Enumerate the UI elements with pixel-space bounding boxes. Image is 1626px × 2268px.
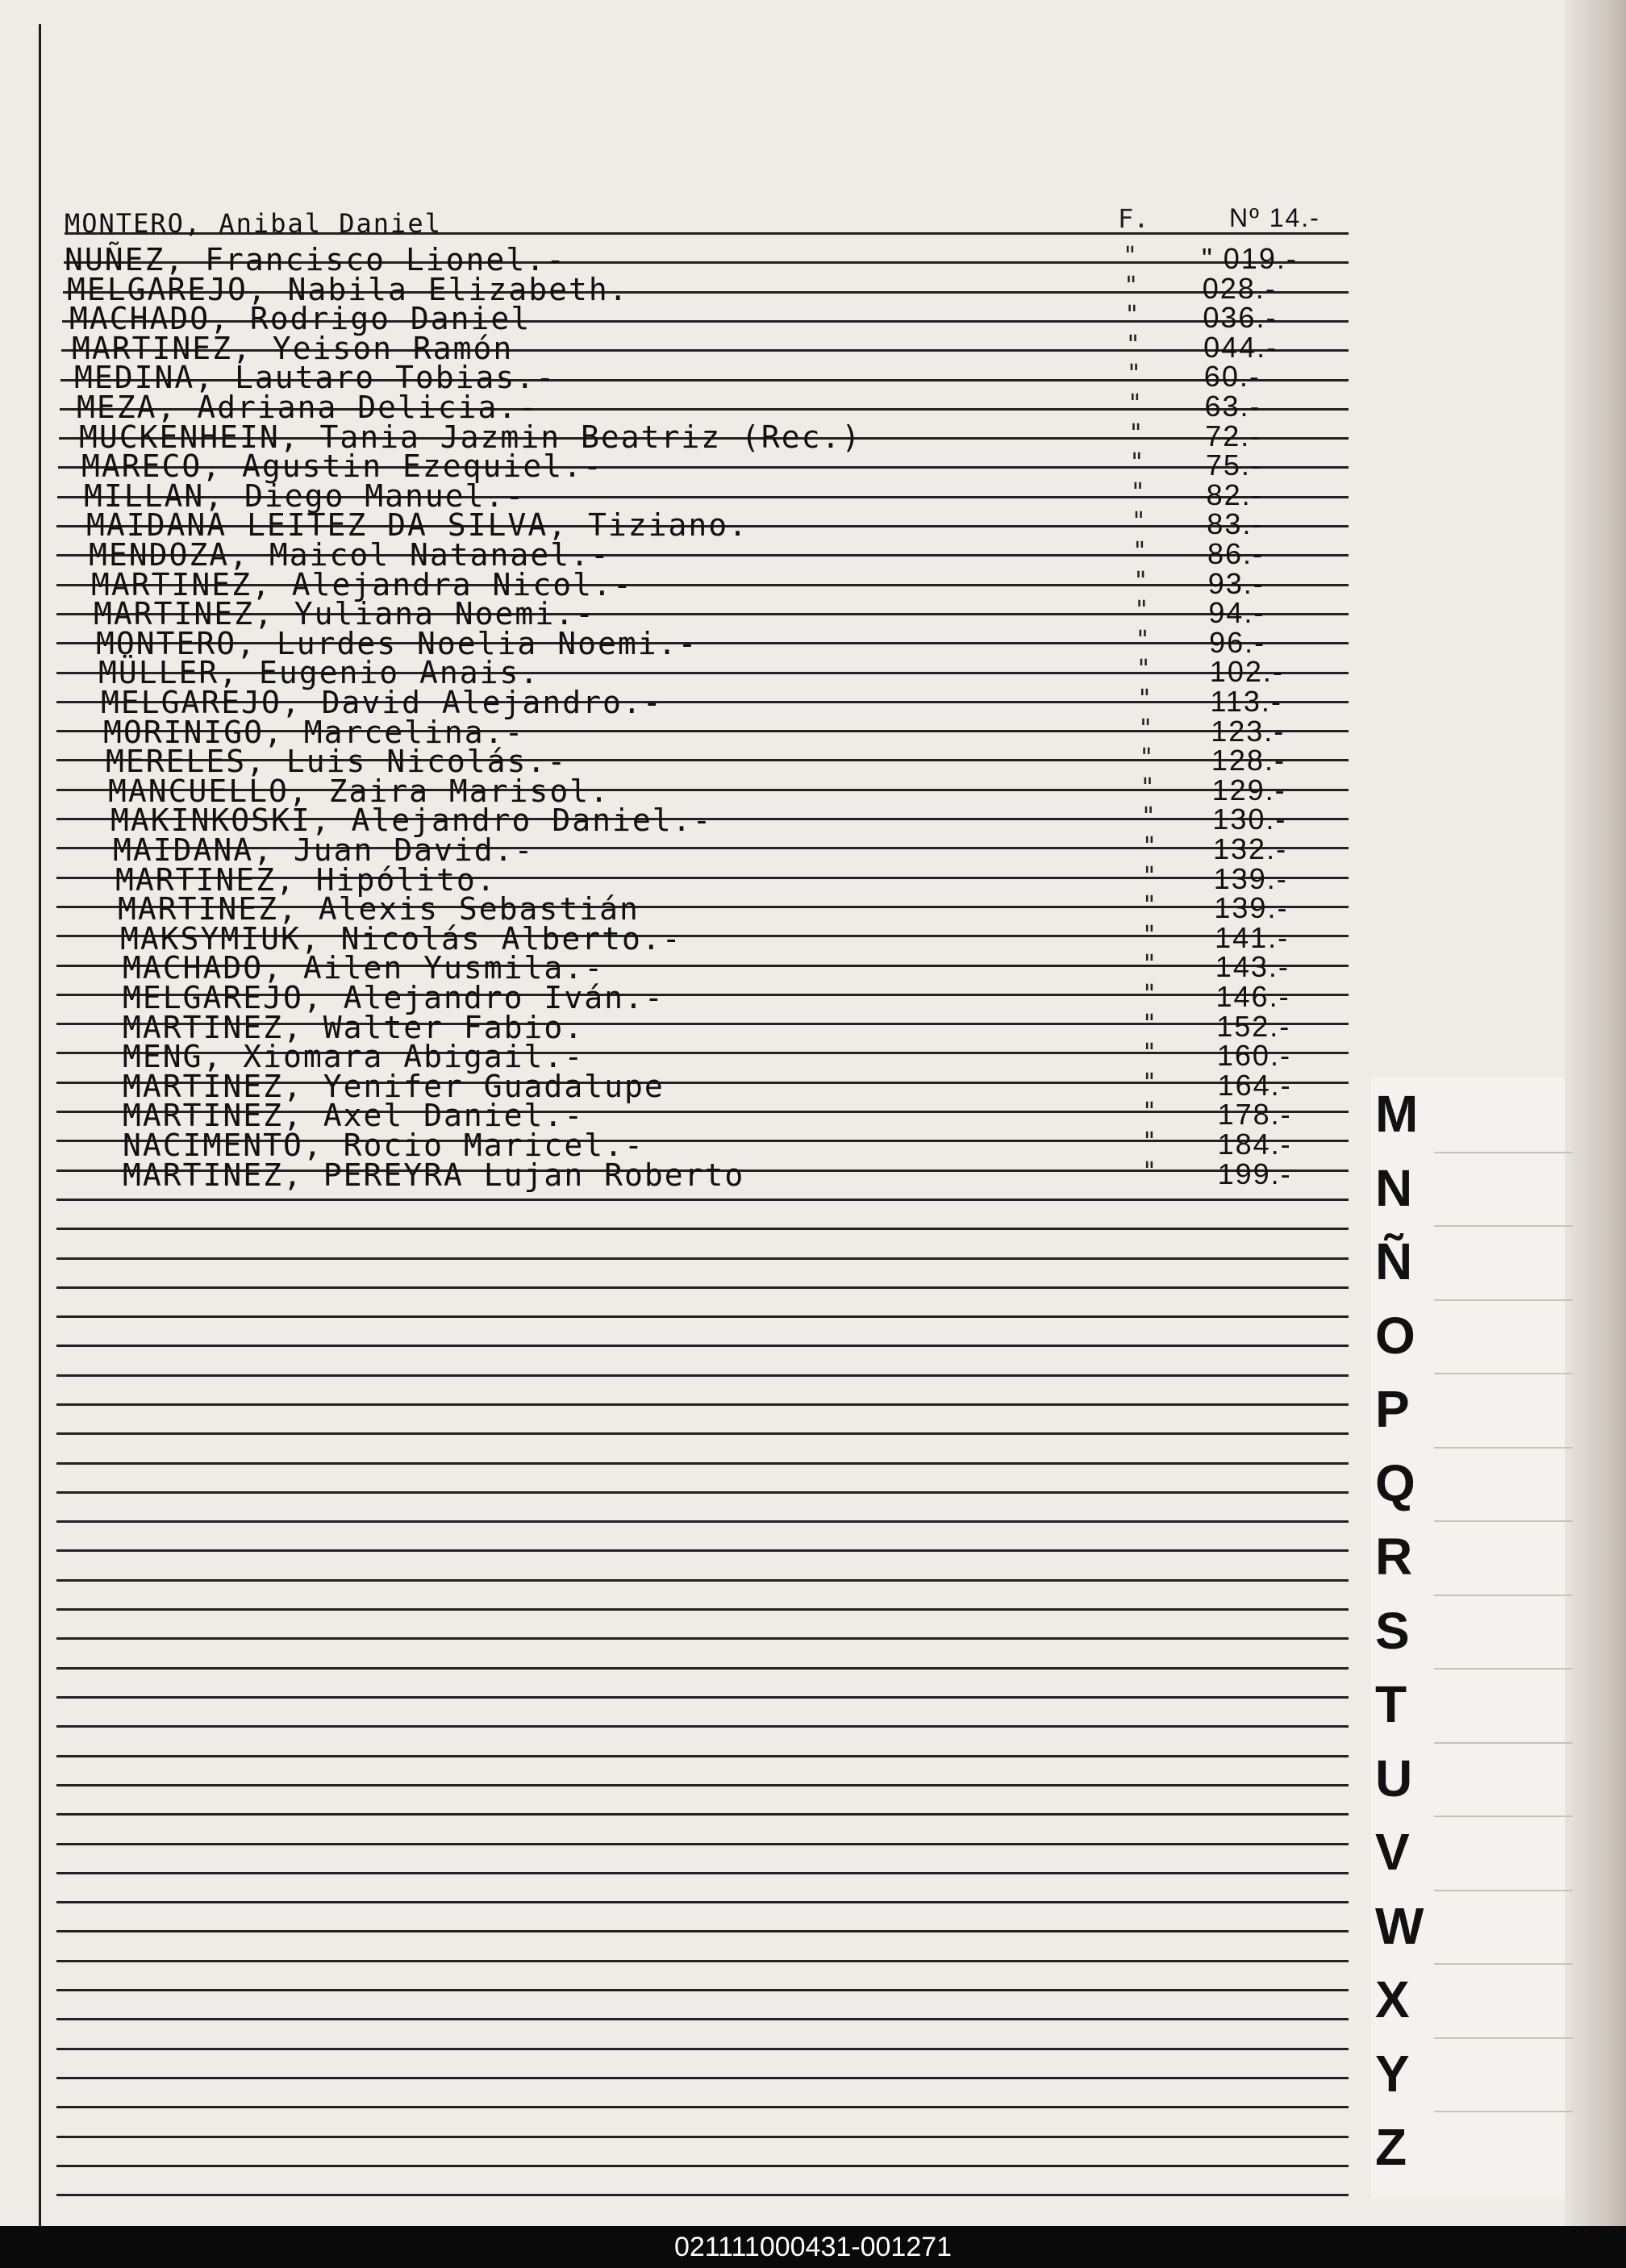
ruled-line	[56, 1286, 1349, 1289]
index-tab[interactable]	[1371, 2037, 1573, 2111]
index-tab-letter: Y	[1375, 2044, 1410, 2103]
entry-f: "	[1142, 980, 1157, 1008]
entry-f: "	[1142, 832, 1157, 861]
index-tab[interactable]	[1371, 1963, 1573, 2037]
entry-number: 83.-	[1207, 507, 1264, 541]
entry-number: 199.-	[1217, 1157, 1292, 1190]
entry-name: MARTINEZ, Axel Daniel.-	[123, 1098, 585, 1134]
entry-f: "	[1126, 360, 1141, 389]
entry-name: MACHADO, Ailen Yusmila.-	[123, 950, 605, 986]
entry-name: MERELES, Luis Nicolás.-	[106, 744, 568, 780]
index-tab[interactable]	[1371, 1520, 1573, 1594]
entry-name: MONTERO, Lurdes Noelia Noemi.-	[96, 625, 698, 661]
entry-name: NACIMENTO, Rocio Maricel.-	[123, 1128, 644, 1163]
entry-number: 72.-	[1205, 419, 1262, 452]
entry-f: "	[1142, 950, 1157, 979]
index-tab-letter: P	[1375, 1380, 1410, 1438]
ruled-line	[56, 1696, 1349, 1699]
index-tab-divider	[1434, 1963, 1573, 1965]
ruled-line	[56, 2165, 1349, 2167]
entry-name: MAIDANA LEITEZ DA SILVA, Tiziano.	[86, 507, 748, 544]
entry-number: 139.-	[1214, 891, 1289, 925]
entry-number: 184.-	[1217, 1128, 1292, 1161]
entry-name: MELGAREJO, Nabila Elizabeth.	[67, 271, 629, 307]
entry-f: "	[1142, 861, 1157, 890]
entry-name: MAKSYMIUK, Nicolás Alberto.-	[120, 920, 682, 957]
entry-name: MEZA, Adriana Delicia.-	[77, 390, 539, 425]
entry-number: 94.-	[1208, 596, 1265, 630]
entry-f: "	[1137, 685, 1153, 713]
header-num-label: Nº 14.-	[1229, 203, 1320, 232]
entry-f: "	[1142, 891, 1157, 920]
entry-name: MORINIGO, Marcelina.-	[103, 714, 525, 750]
entry-name: MARTINEZ, Yuliana Noemi.-	[94, 596, 595, 632]
entry-name: MARTINEZ, Yeison Ramón	[72, 330, 514, 366]
entry-f: "	[1125, 330, 1140, 359]
entry-number: 152.-	[1216, 1009, 1291, 1043]
index-tab[interactable]	[1371, 1668, 1573, 1741]
entry-f: "	[1129, 448, 1144, 477]
entry-f: "	[1142, 1039, 1157, 1068]
ruled-line	[56, 1755, 1349, 1757]
ruled-line	[56, 1930, 1349, 1932]
entry-f: "	[1142, 1157, 1157, 1186]
entry-name: MARTINEZ, Alejandra Nicol.-	[91, 566, 633, 602]
entry-number: 146.-	[1215, 980, 1290, 1013]
index-tab-divider	[1434, 1373, 1573, 1374]
ruled-line	[56, 1843, 1349, 1845]
ruled-line	[56, 1667, 1349, 1670]
entry-f: "	[1134, 596, 1149, 625]
entry-f: "	[1135, 625, 1150, 654]
index-tab[interactable]	[1371, 1595, 1573, 1668]
entry-name: MARTINEZ, PEREYRA Lujan Roberto	[123, 1157, 745, 1193]
ruled-line	[56, 2077, 1349, 2079]
index-tab-divider	[1434, 1225, 1573, 1227]
header-name: MONTERO, Anibal Daniel	[65, 208, 442, 239]
ruled-line	[56, 1549, 1349, 1552]
index-tab-divider	[1434, 1890, 1573, 1891]
entry-f: "	[1128, 390, 1143, 418]
index-tab-letter: Q	[1375, 1453, 1415, 1512]
index-tab[interactable]	[1371, 1299, 1573, 1373]
entry-name: NUÑEZ, Francisco Lionel.-	[65, 242, 566, 277]
entry-name: MAIDANA, Juan David.-	[113, 832, 535, 868]
entry-number: 128.-	[1211, 744, 1286, 778]
entry-f: "	[1136, 655, 1151, 684]
entry-name: MÜLLER, Eugenio Anais.	[98, 655, 540, 691]
index-tab[interactable]	[1371, 1078, 1573, 1151]
index-tab-strip	[1371, 1078, 1573, 2199]
index-tab[interactable]	[1371, 1816, 1573, 1889]
entry-f: "	[1128, 419, 1144, 448]
entry-name: MARTINEZ, Yenifer Guadalupe	[123, 1068, 665, 1104]
entry-f: "	[1142, 1068, 1157, 1097]
entry-number: 82.-	[1206, 477, 1263, 511]
index-tab[interactable]	[1371, 1890, 1573, 1963]
entry-name: MARTINEZ, Hipólito.	[115, 861, 497, 898]
index-tab-divider	[1434, 1816, 1573, 1817]
index-tab-divider	[1434, 1299, 1573, 1301]
entry-number: 164.-	[1217, 1068, 1292, 1102]
entry-f: "	[1123, 242, 1138, 270]
header-f-label: F.	[1118, 203, 1149, 234]
entry-name: MILLAN, Diego Manuel.-	[84, 477, 526, 514]
ruled-line	[56, 1637, 1349, 1640]
entry-f: "	[1142, 920, 1157, 949]
entry-number: 75.-	[1205, 448, 1262, 482]
ruled-line	[56, 1579, 1349, 1582]
ruled-line	[56, 2106, 1349, 2108]
index-tab-divider	[1434, 2037, 1573, 2039]
entry-number: " 019.-	[1202, 242, 1298, 275]
entry-name: MACHADO, Rodrigo Daniel	[69, 301, 532, 337]
ruled-line	[56, 1257, 1349, 1260]
entry-name: MARTINEZ, Walter Fabio.	[123, 1009, 585, 1045]
ruled-line	[56, 1520, 1349, 1523]
entry-number: 96.-	[1209, 625, 1266, 659]
margin-line	[39, 24, 41, 2226]
ruled-line	[56, 1901, 1349, 1903]
index-tab-letter: O	[1375, 1306, 1415, 1365]
index-tab-letter: Ñ	[1375, 1232, 1413, 1290]
ruled-line	[56, 1345, 1349, 1347]
entry-name: MUCKENHEIN, Tania Jazmin Beatriz (Rec.)	[79, 419, 862, 455]
index-tab[interactable]	[1371, 1373, 1573, 1446]
entry-f: "	[1139, 744, 1154, 773]
entry-number: 102.-	[1209, 655, 1284, 689]
entry-number: 129.-	[1211, 773, 1286, 807]
ruled-line	[56, 1199, 1349, 1201]
ruled-line	[56, 2194, 1349, 2196]
entry-number: 130.-	[1212, 803, 1287, 836]
index-tab-letter: X	[1375, 1970, 1410, 2028]
index-tab-letter: U	[1375, 1749, 1413, 1807]
ruled-line	[56, 1491, 1349, 1494]
entry-number: 028.-	[1202, 271, 1277, 305]
index-tab-letter: N	[1375, 1158, 1413, 1217]
index-tab[interactable]	[1371, 1447, 1573, 1520]
entry-number: 123.-	[1211, 714, 1286, 748]
index-tab[interactable]	[1371, 1225, 1573, 1299]
entry-f: "	[1124, 301, 1140, 330]
entry-number: 93.-	[1207, 566, 1265, 600]
ruled-line	[56, 1872, 1349, 1874]
index-tab-letter: S	[1375, 1601, 1410, 1660]
index-tab[interactable]	[1371, 1742, 1573, 1816]
ruled-line	[56, 1960, 1349, 1962]
entry-name: MELGAREJO, Alejandro Iván.-	[123, 980, 665, 1015]
entry-number: 036.-	[1203, 301, 1278, 335]
index-tab-letter: T	[1375, 1675, 1407, 1733]
index-tab-divider	[1434, 2111, 1573, 2112]
index-tab-divider	[1434, 1742, 1573, 1744]
index-tab-letter: V	[1375, 1823, 1410, 1881]
entry-f: "	[1131, 507, 1146, 536]
ruled-line	[56, 1228, 1349, 1230]
ruled-line	[56, 2048, 1349, 2050]
entry-name: MARTINEZ, Alexis Sebastián	[118, 891, 640, 928]
entry-f: "	[1142, 1128, 1157, 1156]
page-stack-edge	[1565, 0, 1626, 2226]
index-tab-divider	[1434, 1520, 1573, 1522]
entry-f: "	[1133, 566, 1149, 595]
ruled-line	[56, 1374, 1349, 1377]
ruled-line	[56, 1462, 1349, 1465]
entry-number: 113.-	[1210, 685, 1282, 718]
index-tab-divider	[1434, 1668, 1573, 1670]
entry-name: MELGAREJO, David Alejandro.-	[101, 685, 663, 720]
entry-number: 132.-	[1213, 832, 1288, 865]
index-tab-letter: W	[1375, 1896, 1424, 1955]
ruled-line	[56, 1725, 1349, 1728]
entry-f: "	[1132, 537, 1148, 565]
index-tab-divider	[1434, 1152, 1573, 1153]
footer-bar	[0, 2226, 1626, 2268]
entry-f: "	[1124, 271, 1139, 300]
entry-name: MENDOZA, Maicol Natanael.-	[89, 537, 611, 573]
document-code: 021111000431-001271	[673, 2232, 953, 2262]
index-tab[interactable]	[1371, 1152, 1573, 1225]
index-tab-letter: M	[1375, 1085, 1419, 1143]
entry-name: MENG, Xiomara Abigail.-	[123, 1039, 585, 1075]
entry-f: "	[1140, 773, 1155, 802]
ruled-line	[56, 2136, 1349, 2138]
ruled-line	[56, 1315, 1349, 1318]
entry-name: MARECO, Agustin Ezequiel.-	[81, 448, 603, 485]
ruled-line	[56, 2018, 1349, 2020]
entry-number: 044.-	[1203, 330, 1278, 364]
ruled-line	[56, 1813, 1349, 1816]
index-tabs	[1371, 1078, 1565, 2199]
entry-f: "	[1142, 1098, 1157, 1127]
index-tab-divider	[1434, 1595, 1573, 1596]
entry-number: 60.-	[1203, 360, 1261, 394]
entry-number: 139.-	[1213, 861, 1288, 895]
entry-f: "	[1130, 477, 1145, 507]
entry-name: MANCUELLO, Zaira Marisol.	[108, 773, 610, 809]
entry-name: MEDINA, Lautaro Tobias.-	[74, 360, 557, 396]
index-tab-letter: Z	[1375, 2118, 1407, 2176]
entry-number: 160.-	[1216, 1039, 1291, 1073]
entry-number: 63.-	[1204, 390, 1261, 423]
entry-number: 178.-	[1217, 1098, 1292, 1132]
index-tab-divider	[1434, 1447, 1573, 1449]
ruled-line	[56, 1989, 1349, 1991]
index-tab[interactable]	[1371, 2111, 1573, 2184]
index-tab-letter: R	[1375, 1528, 1413, 1586]
ruled-line	[56, 1784, 1349, 1786]
ruled-line	[56, 1432, 1349, 1435]
ruled-line	[56, 1403, 1349, 1406]
entry-f: "	[1140, 803, 1156, 832]
entry-number: 143.-	[1215, 950, 1290, 984]
entry-name: MAKINKOSKI, Alejandro Daniel.-	[110, 803, 713, 839]
ruled-line	[56, 1608, 1349, 1611]
entry-number: 86.-	[1207, 537, 1265, 570]
entry-number: 141.-	[1215, 920, 1290, 954]
entry-f: "	[1142, 1009, 1157, 1038]
entry-f: "	[1138, 714, 1153, 743]
